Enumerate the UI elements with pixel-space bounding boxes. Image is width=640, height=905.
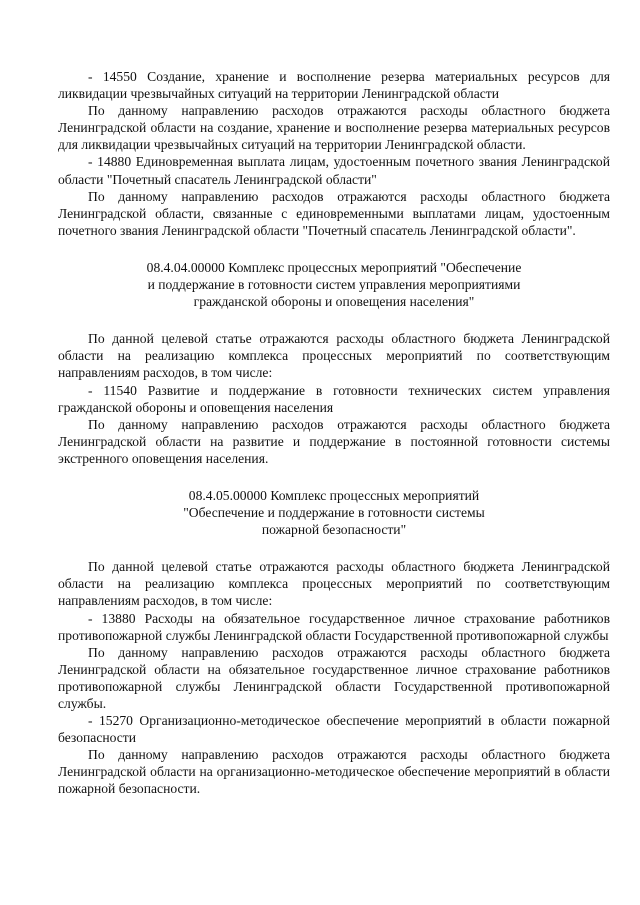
paragraph: По данному направлению расходов отражаются расходы областного бюджета Ленинградской области на организационно-методическое обеспечение мероприятий в области пожарной безопасности. (58, 747, 610, 797)
paragraph: По данному направлению расходов отражаются расходы областного бюджета Ленинградской области на создание, хранение и восполнение резерва материальных ресурсов для ликвидации чрезвычайных ситуаций на территории Ленинградской области. (58, 103, 610, 153)
spacer (58, 239, 610, 259)
heading-line: пожарной безопасности" (261, 522, 407, 538)
heading-line: и поддержание в готовности систем управления мероприятиями (147, 277, 521, 293)
paragraph: По данной целевой статье отражаются расходы областного бюджета Ленинградской области на реализацию комплекса процессных мероприятий по соответствующим направлениям расходов, в том числе: (58, 331, 610, 381)
paragraph: - 13880 Расходы на обязательное государственное личное страхование работников противопожарной службы Ленинградской области Государственной противопожарной службы (58, 610, 610, 643)
spacer (58, 538, 610, 558)
paragraph: По данному направлению расходов отражаются расходы областного бюджета Ленинградской области на развитие и поддержание в постоянной готовности системы экстренного оповещения населения. (58, 416, 610, 466)
heading-line: "Обеспечение и поддержание в готовности системы (183, 505, 485, 521)
paragraph: По данному направлению расходов отражаются расходы областного бюджета Ленинградской области, связанные с единовременными выплатами лицам, удостоенным почетного звания Ленинградской области "Почетный спасатель Ленинградской области". (58, 188, 610, 238)
heading-line: 08.4.04.00000 Комплекс процессных мероприятий "Обеспечение (146, 259, 522, 275)
paragraph: - 11540 Развитие и поддержание в готовности технических систем управления гражданской обороны и оповещения населения (58, 382, 610, 415)
heading-line: 08.4.05.00000 Комплекс процессных мероприятий (188, 487, 480, 503)
paragraph: - 14880 Единовременная выплата лицам, удостоенным почетного звания Ленинградской области "Почетный спасатель Ленинградской области" (58, 154, 610, 187)
paragraph: По данному направлению расходов отражаются расходы областного бюджета Ленинградской области на обязательное государственное личное страхование работников противопожарной службы Ленинградской области Государственной противопожарной службы. (58, 644, 610, 711)
paragraph: - 15270 Организационно-методическое обеспечение мероприятий в области пожарной безопасности (58, 713, 610, 746)
paragraph: По данной целевой статье отражаются расходы областного бюджета Ленинградской области на реализацию комплекса процессных мероприятий по соответствующим направлениям расходов, в том числе: (58, 559, 610, 609)
spacer (58, 310, 610, 330)
heading-line: гражданской обороны и оповещения населения" (193, 294, 475, 310)
document-page (58, 68, 610, 798)
spacer (58, 467, 610, 487)
section-heading-08-4-05 (58, 487, 610, 538)
section-heading-08-4-04 (58, 259, 610, 310)
paragraph: - 14550 Создание, хранение и восполнение резерва материальных ресурсов для ликвидации чрезвычайных ситуаций на территории Ленинградской области (58, 69, 610, 102)
